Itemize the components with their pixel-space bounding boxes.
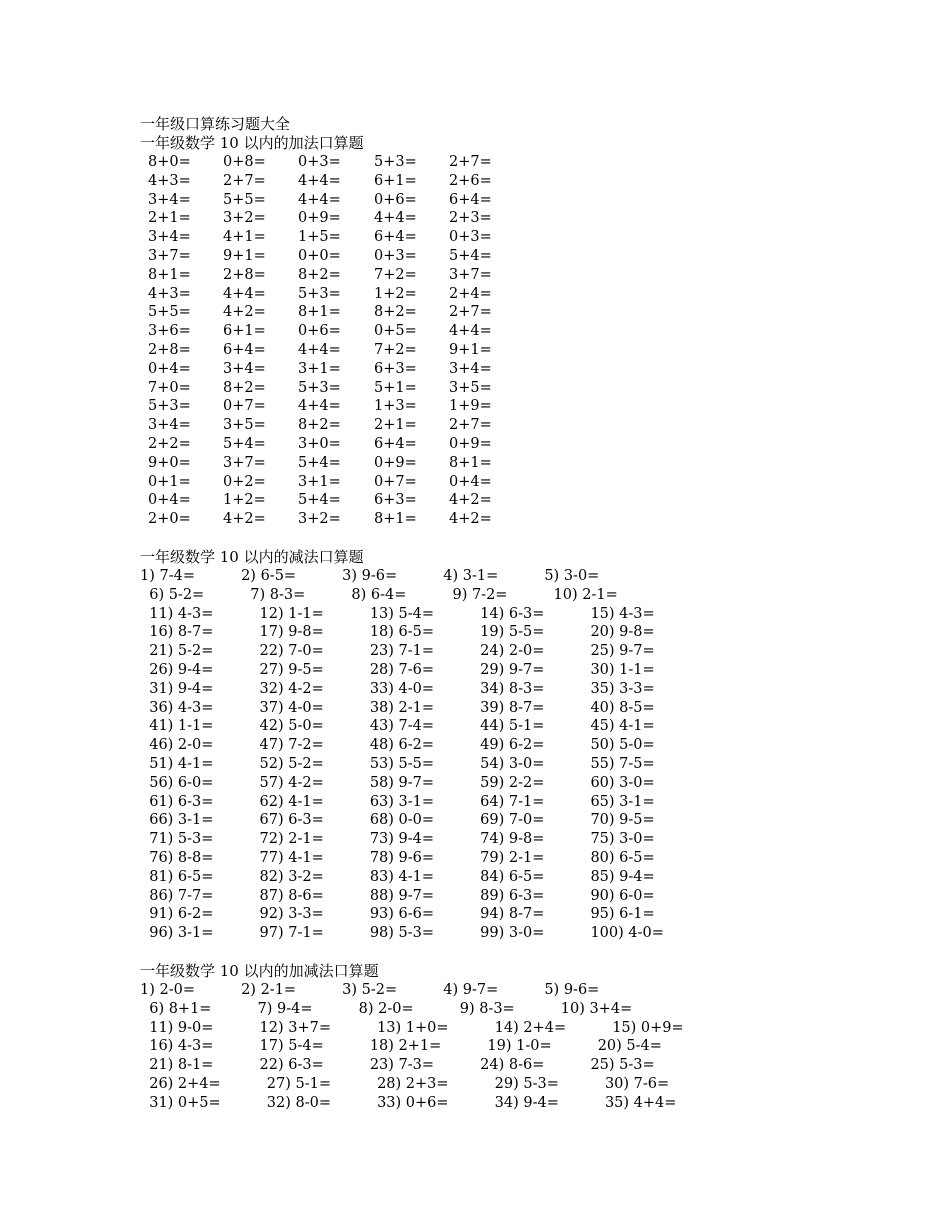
addition-problem: 0+0= — [298, 248, 341, 264]
mixed-row: 21) 8-1= 22) 6-3= 23) 7-3= 24) 8-6= 25) 5-3= — [140, 1057, 655, 1074]
addition-problem: 5+3= — [298, 379, 341, 396]
addition-problem: 3+6= — [148, 323, 191, 340]
subtraction-row: 41) 1-1= 42) 5-0= 43) 7-4= 44) 5-1= 45) 4-1= — [140, 718, 655, 735]
addition-problem: 3+0= — [298, 436, 341, 452]
mixed-row: 16) 4-3= 17) 5-4= 18) 2+1= 19) 1-0= 20) 5-4= — [140, 1038, 662, 1055]
subtraction-row: 66) 3-1= 67) 6-3= 68) 0-0= 69) 7-0= 70) 9-5= — [140, 812, 655, 829]
addition-problem: 1+5= — [298, 229, 341, 246]
addition-problem: 0+6= — [374, 191, 417, 208]
mixed-heading: 一年级数学 10 以内的加减法口算题 — [140, 962, 379, 980]
mixed-row: 11) 9-0= 12) 3+7= 13) 1+0= 14) 2+4= 15) 0+9= — [140, 1019, 684, 1036]
addition-problem: 2+4= — [449, 285, 492, 302]
subtraction-row: 51) 4-1= 52) 5-2= 53) 5-5= 54) 3-0= 55) 7-5= — [140, 756, 655, 772]
subtraction-row: 21) 5-2= 22) 7-0= 23) 7-1= 24) 2-0= 25) 9-7= — [140, 643, 655, 660]
addition-problem: 6+1= — [374, 172, 417, 189]
subtraction-row: 16) 8-7= 17) 9-8= 18) 6-5= 19) 5-5= 20) 9-8= — [140, 624, 655, 641]
addition-problem: 4+3= — [148, 172, 191, 189]
addition-problem: 2+2= — [148, 436, 191, 452]
subtraction-row: 86) 7-7= 87) 8-6= 88) 9-7= 89) 6-3= 90) 6-0= — [140, 887, 655, 904]
addition-problem: 5+3= — [374, 154, 417, 170]
addition-problem: 4+4= — [374, 210, 417, 227]
addition-problem: 4+3= — [148, 285, 191, 302]
addition-problem: 5+4= — [298, 492, 341, 509]
addition-problem: 2+7= — [223, 172, 266, 189]
addition-problem: 6+3= — [374, 492, 417, 509]
addition-problem: 3+7= — [148, 248, 191, 264]
addition-problem: 5+4= — [449, 248, 492, 264]
addition-problem: 6+4= — [374, 436, 417, 452]
addition-problem: 4+4= — [298, 191, 341, 208]
addition-problem: 8+1= — [148, 266, 191, 283]
addition-problem: 0+4= — [449, 473, 492, 490]
addition-problem: 2+0= — [148, 511, 191, 528]
addition-problem: 5+3= — [298, 285, 341, 302]
mixed-row: 6) 8+1= 7) 9-4= 8) 2-0= 9) 8-3= 10) 3+4= — [140, 1000, 633, 1017]
addition-problem: 8+2= — [298, 266, 341, 283]
addition-problem: 9+0= — [148, 454, 191, 471]
subtraction-row: 6) 5-2= 7) 8-3= 8) 6-4= 9) 7-2= 10) 2-1= — [140, 586, 618, 603]
addition-problem: 6+4= — [223, 342, 266, 358]
addition-problem: 2+6= — [449, 172, 492, 189]
addition-problem: 0+8= — [223, 154, 266, 170]
addition-problem: 4+1= — [223, 229, 266, 246]
addition-problem: 3+7= — [449, 266, 492, 283]
addition-problem: 9+1= — [449, 342, 492, 358]
addition-problem: 0+2= — [223, 473, 266, 490]
addition-problem: 1+9= — [449, 398, 492, 415]
addition-problem: 8+0= — [148, 154, 191, 170]
addition-problem: 0+3= — [374, 248, 417, 264]
addition-problem: 5+4= — [298, 454, 341, 471]
addition-problem: 6+1= — [223, 323, 266, 340]
addition-problem: 5+1= — [374, 379, 417, 396]
mixed-row: 1) 2-0= 2) 2-1= 3) 5-2= 4) 9-7= 5) 9-6= — [140, 982, 600, 998]
addition-problem: 2+8= — [148, 342, 191, 358]
subtraction-row: 56) 6-0= 57) 4-2= 58) 9-7= 59) 2-2= 60) 3-0= — [140, 774, 655, 791]
mixed-row: 26) 2+4= 27) 5-1= 28) 2+3= 29) 5-3= 30) 7-6= — [140, 1076, 670, 1092]
addition-problem: 7+2= — [374, 266, 417, 283]
addition-problem: 4+4= — [298, 172, 341, 189]
addition-problem: 5+3= — [148, 398, 191, 415]
addition-problem: 8+1= — [298, 304, 341, 321]
addition-problem: 4+4= — [298, 342, 341, 358]
addition-problem: 0+7= — [223, 398, 266, 415]
subtraction-row: 46) 2-0= 47) 7-2= 48) 6-2= 49) 6-2= 50) 5-0= — [140, 737, 655, 754]
addition-problem: 2+7= — [449, 417, 492, 434]
mixed-row: 31) 0+5= 32) 8-0= 33) 0+6= 34) 9-4= 35) 4+4= — [140, 1094, 677, 1111]
addition-problem: 4+4= — [449, 323, 492, 340]
subtraction-row: 61) 6-3= 62) 4-1= 63) 3-1= 64) 7-1= 65) 3-1= — [140, 793, 655, 810]
addition-problem: 3+2= — [223, 210, 266, 227]
addition-problem: 3+5= — [449, 379, 492, 396]
addition-problem: 4+2= — [449, 511, 492, 528]
subtraction-row: 36) 4-3= 37) 4-0= 38) 2-1= 39) 8-7= 40) 8-5= — [140, 699, 655, 716]
addition-problem: 0+5= — [374, 323, 417, 340]
subtraction-row: 31) 9-4= 32) 4-2= 33) 4-0= 34) 8-3= 35) 3-3= — [140, 680, 655, 697]
addition-problem: 4+2= — [223, 511, 266, 528]
subtraction-row: 11) 4-3= 12) 1-1= 13) 5-4= 14) 6-3= 15) 4-3= — [140, 605, 655, 622]
addition-problem: 0+6= — [298, 323, 341, 340]
subtraction-row: 96) 3-1= 97) 7-1= 98) 5-3= 99) 3-0= 100) 4-0= — [140, 925, 664, 942]
addition-problem: 8+2= — [374, 304, 417, 321]
addition-problem: 2+8= — [223, 266, 266, 283]
addition-problem: 5+5= — [223, 191, 266, 208]
addition-problem: 4+2= — [223, 304, 266, 321]
addition-problem: 2+1= — [374, 417, 417, 434]
addition-problem: 4+4= — [223, 285, 266, 302]
addition-problem: 1+3= — [374, 398, 417, 415]
addition-problem: 3+1= — [298, 473, 341, 490]
addition-problem: 6+4= — [449, 191, 492, 208]
subtraction-row: 71) 5-3= 72) 2-1= 73) 9-4= 74) 9-8= 75) 3-0= — [140, 831, 655, 848]
addition-problem: 1+2= — [223, 492, 266, 509]
addition-problem: 8+1= — [449, 454, 492, 471]
subtraction-row: 81) 6-5= 82) 3-2= 83) 4-1= 84) 6-5= 85) 9-4= — [140, 868, 655, 885]
subtraction-row: 76) 8-8= 77) 4-1= 78) 9-6= 79) 2-1= 80) 6-5= — [140, 850, 655, 866]
addition-problem: 6+4= — [374, 229, 417, 246]
addition-problem: 6+3= — [374, 360, 417, 377]
addition-problem: 3+4= — [148, 229, 191, 246]
addition-problem: 3+4= — [223, 360, 266, 377]
addition-problem: 0+7= — [374, 473, 417, 490]
addition-problem: 3+4= — [148, 191, 191, 208]
addition-problem: 3+2= — [298, 511, 341, 528]
addition-problem: 4+4= — [298, 398, 341, 415]
addition-problem: 3+7= — [223, 454, 266, 471]
addition-problem: 8+1= — [374, 511, 417, 528]
addition-problem: 7+0= — [148, 379, 191, 396]
subtraction-row: 26) 9-4= 27) 9-5= 28) 7-6= 29) 9-7= 30) 1-1= — [140, 662, 655, 678]
addition-problem: 3+4= — [148, 417, 191, 434]
addition-problem: 0+9= — [449, 436, 492, 452]
addition-problem: 0+9= — [298, 210, 341, 227]
addition-problem: 5+5= — [148, 304, 191, 321]
addition-problem: 0+4= — [148, 492, 191, 509]
addition-problem: 8+2= — [223, 379, 266, 396]
addition-problem: 4+2= — [449, 492, 492, 509]
addition-problem: 0+9= — [374, 454, 417, 471]
addition-problem: 3+1= — [298, 360, 341, 377]
addition-problem: 3+4= — [449, 360, 492, 377]
addition-problem: 9+1= — [223, 248, 266, 264]
addition-problem: 5+4= — [223, 436, 266, 452]
addition-problem: 1+2= — [374, 285, 417, 302]
subtraction-row: 91) 6-2= 92) 3-3= 93) 6-6= 94) 8-7= 95) 6-1= — [140, 906, 655, 923]
addition-problem: 0+3= — [298, 154, 341, 170]
addition-problem: 0+4= — [148, 360, 191, 377]
addition-problem: 7+2= — [374, 342, 417, 358]
subtraction-row: 1) 7-4= 2) 6-5= 3) 9-6= 4) 3-1= 5) 3-0= — [140, 568, 600, 584]
addition-problem: 2+7= — [449, 304, 492, 321]
addition-heading: 一年级数学 10 以内的加法口算题 — [140, 134, 364, 152]
addition-problem: 3+5= — [223, 417, 266, 434]
addition-problem: 2+3= — [449, 210, 492, 227]
document-title: 一年级口算练习题大全 — [140, 115, 291, 133]
addition-problem: 2+1= — [148, 210, 191, 227]
addition-problem: 2+7= — [449, 154, 492, 170]
addition-problem: 8+2= — [298, 417, 341, 434]
subtraction-heading: 一年级数学 10 以内的减法口算题 — [140, 548, 364, 566]
addition-problem: 0+1= — [148, 473, 191, 490]
addition-problem: 0+3= — [449, 229, 492, 246]
